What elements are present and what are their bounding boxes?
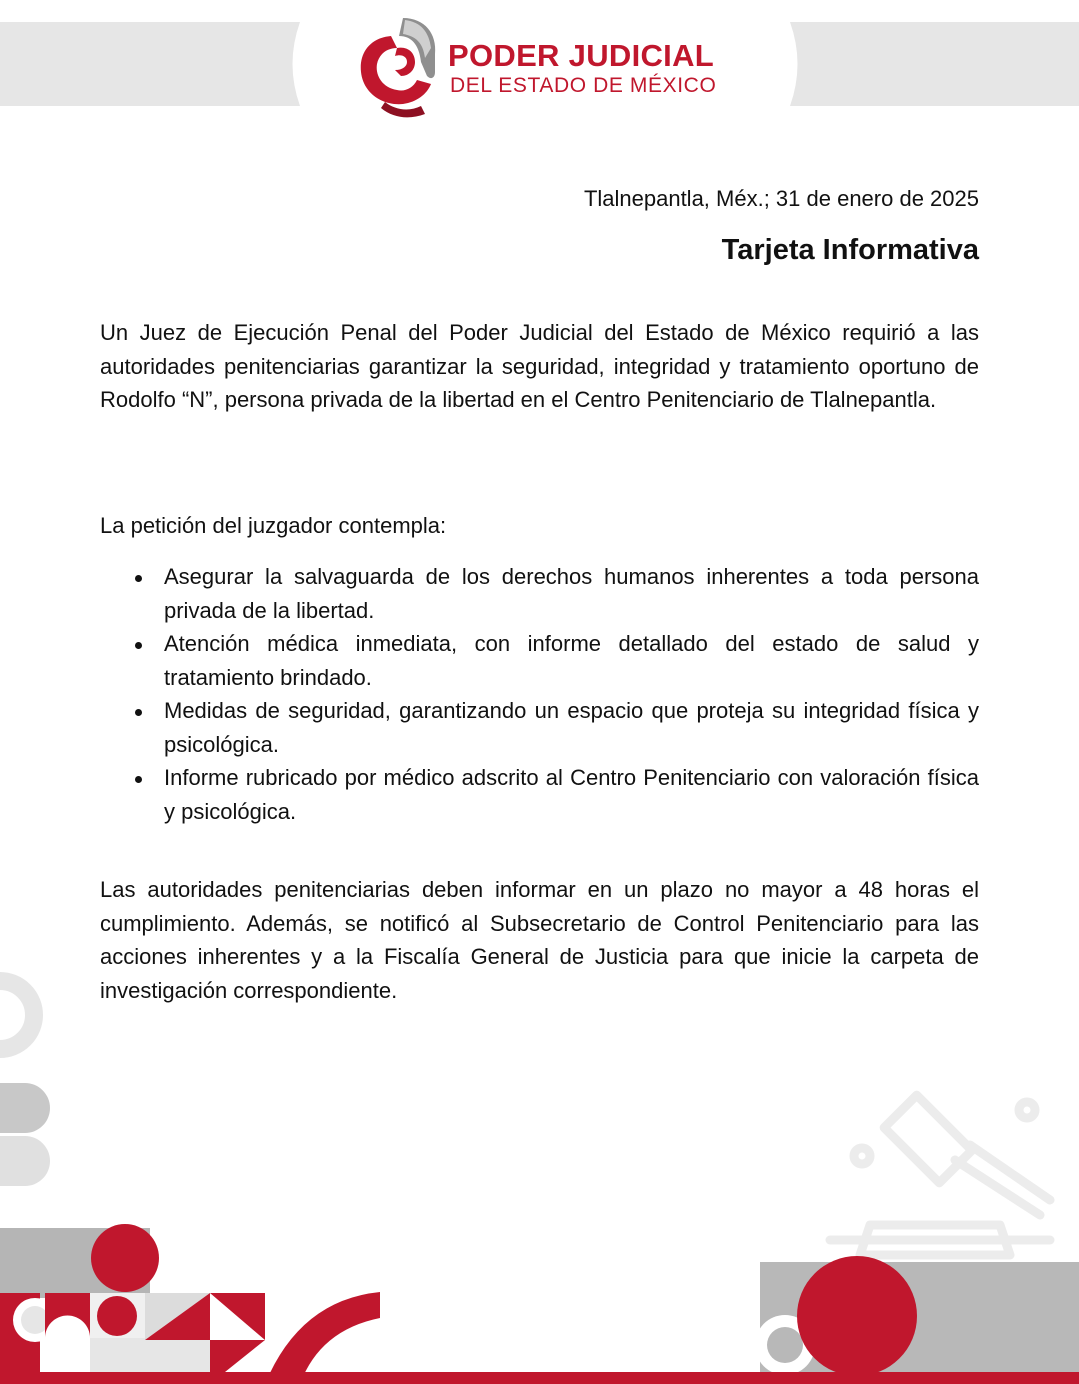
bullet-icon (135, 709, 142, 716)
date-line: Tlalnepantla, Méx.; 31 de enero de 2025 (583, 186, 979, 211)
list-item-text: Atención médica inmediata, con informe detallado del estado de salud y tratamiento brindado. (164, 631, 979, 690)
paragraph-intro: Un Juez de Ejecución Penal del Poder Judicial del Estado de México requirió a las autoridades penitenciarias garantizar la seguridad, integridad y tratamiento oportuno de Rodolfo “N”, persona privada de la libertad en el Centro Penitenciario de Tlalnepantla. (100, 320, 979, 412)
list-item (100, 560, 979, 627)
paragraph-request: La petición del juzgador contempla: (100, 513, 447, 538)
bullet-icon (135, 575, 142, 582)
list-item-text: Informe rubricado por médico adscrito al Centro Penitenciario con valoración física y psicológica. (164, 765, 979, 824)
request-list (100, 560, 979, 828)
list-item-text: Asegurar la salvaguarda de los derechos humanos inherentes a toda persona privada de la libertad. (164, 564, 979, 623)
ribbon-logo-icon (355, 14, 445, 118)
document-title: Tarjeta Informativa (721, 234, 979, 266)
list-item (100, 694, 979, 761)
institution-logo (355, 14, 735, 118)
list-item (100, 761, 979, 828)
bullet-icon (135, 776, 142, 783)
logo-subtitle: DEL ESTADO DE MÉXICO (450, 74, 717, 97)
bullet-icon (135, 642, 142, 649)
paragraph-closing: Las autoridades penitenciarias deben informar en un plazo no mayor a 48 horas el cumplimiento. Además, se notificó al Subsecretario de Control Penitenciario para las acciones inherentes y a la Fiscalía General de Justicia para que inicie la carpeta de investigación correspondiente. (100, 877, 979, 1003)
list-item-text: Medidas de seguridad, garantizando un espacio que proteja su integridad física y psicológica. (164, 698, 979, 757)
list-item (100, 627, 979, 694)
logo-title: PODER JUDICIAL (448, 38, 715, 73)
